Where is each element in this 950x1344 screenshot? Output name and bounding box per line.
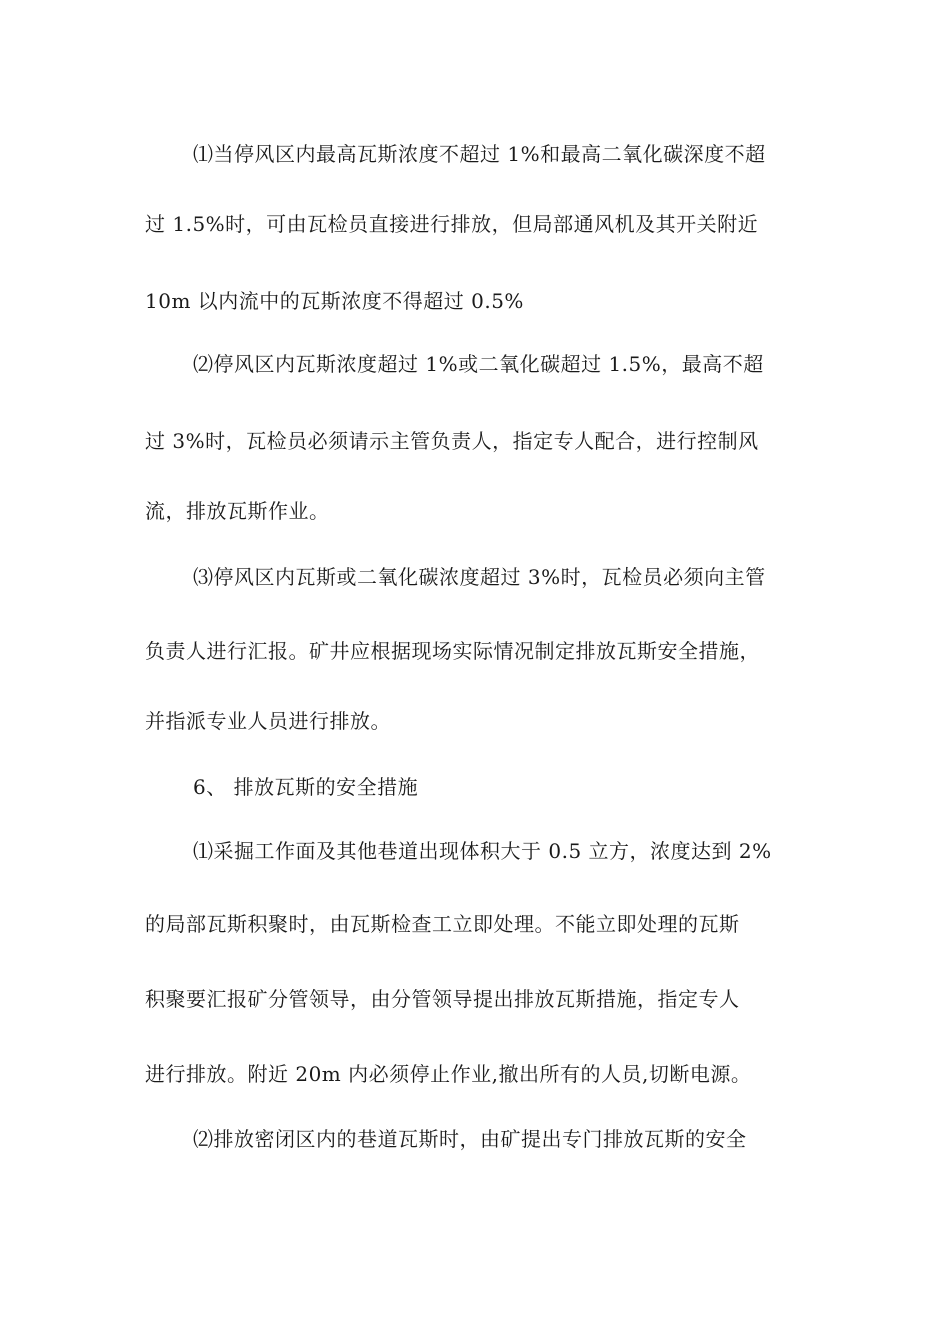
paragraph-4-line-1: ⑴采掘工作面及其他巷道出现体积大于 0.5 立方，浓度达到 2%: [193, 839, 772, 863]
paragraph-2-line-2: 过 3%时，瓦检员必须请示主管负责人，指定专人配合，进行控制风: [145, 429, 759, 453]
paragraph-3-line-2: 负责人进行汇报。矿井应根据现场实际情况制定排放瓦斯安全措施，: [145, 639, 760, 663]
paragraph-1-line-1: ⑴当停风区内最高瓦斯浓度不超过 1%和最高二氧化碳深度不超: [193, 142, 766, 166]
paragraph-2-line-1: ⑵停风区内瓦斯浓度超过 1%或二氧化碳超过 1.5%，最高不超: [193, 352, 764, 376]
paragraph-1-line-3: 10m 以内流中的瓦斯浓度不得超过 0.5%: [145, 289, 524, 313]
paragraph-1-line-2: 过 1.5%时，可由瓦检员直接进行排放，但局部通风机及其开关附近: [145, 212, 759, 236]
paragraph-3-line-3: 并指派专业人员进行排放。: [145, 709, 391, 733]
section-heading: 6、 排放瓦斯的安全措施: [193, 775, 419, 799]
paragraph-2-line-3: 流，排放瓦斯作业。: [145, 499, 330, 523]
paragraph-4-line-3: 积聚要汇报矿分管领导，由分管领导提出排放瓦斯措施，指定专人: [145, 987, 740, 1011]
paragraph-3-line-1: ⑶停风区内瓦斯或二氧化碳浓度超过 3%时，瓦检员必须向主管: [193, 565, 766, 589]
paragraph-4-line-4: 进行排放。附近 20m 内必须停止作业,撤出所有的人员,切断电源。: [145, 1062, 752, 1086]
paragraph-4-line-2: 的局部瓦斯积聚时，由瓦斯检查工立即处理。不能立即处理的瓦斯: [145, 912, 740, 936]
paragraph-5-line-1: ⑵排放密闭区内的巷道瓦斯时，由矿提出专门排放瓦斯的安全: [193, 1127, 747, 1151]
